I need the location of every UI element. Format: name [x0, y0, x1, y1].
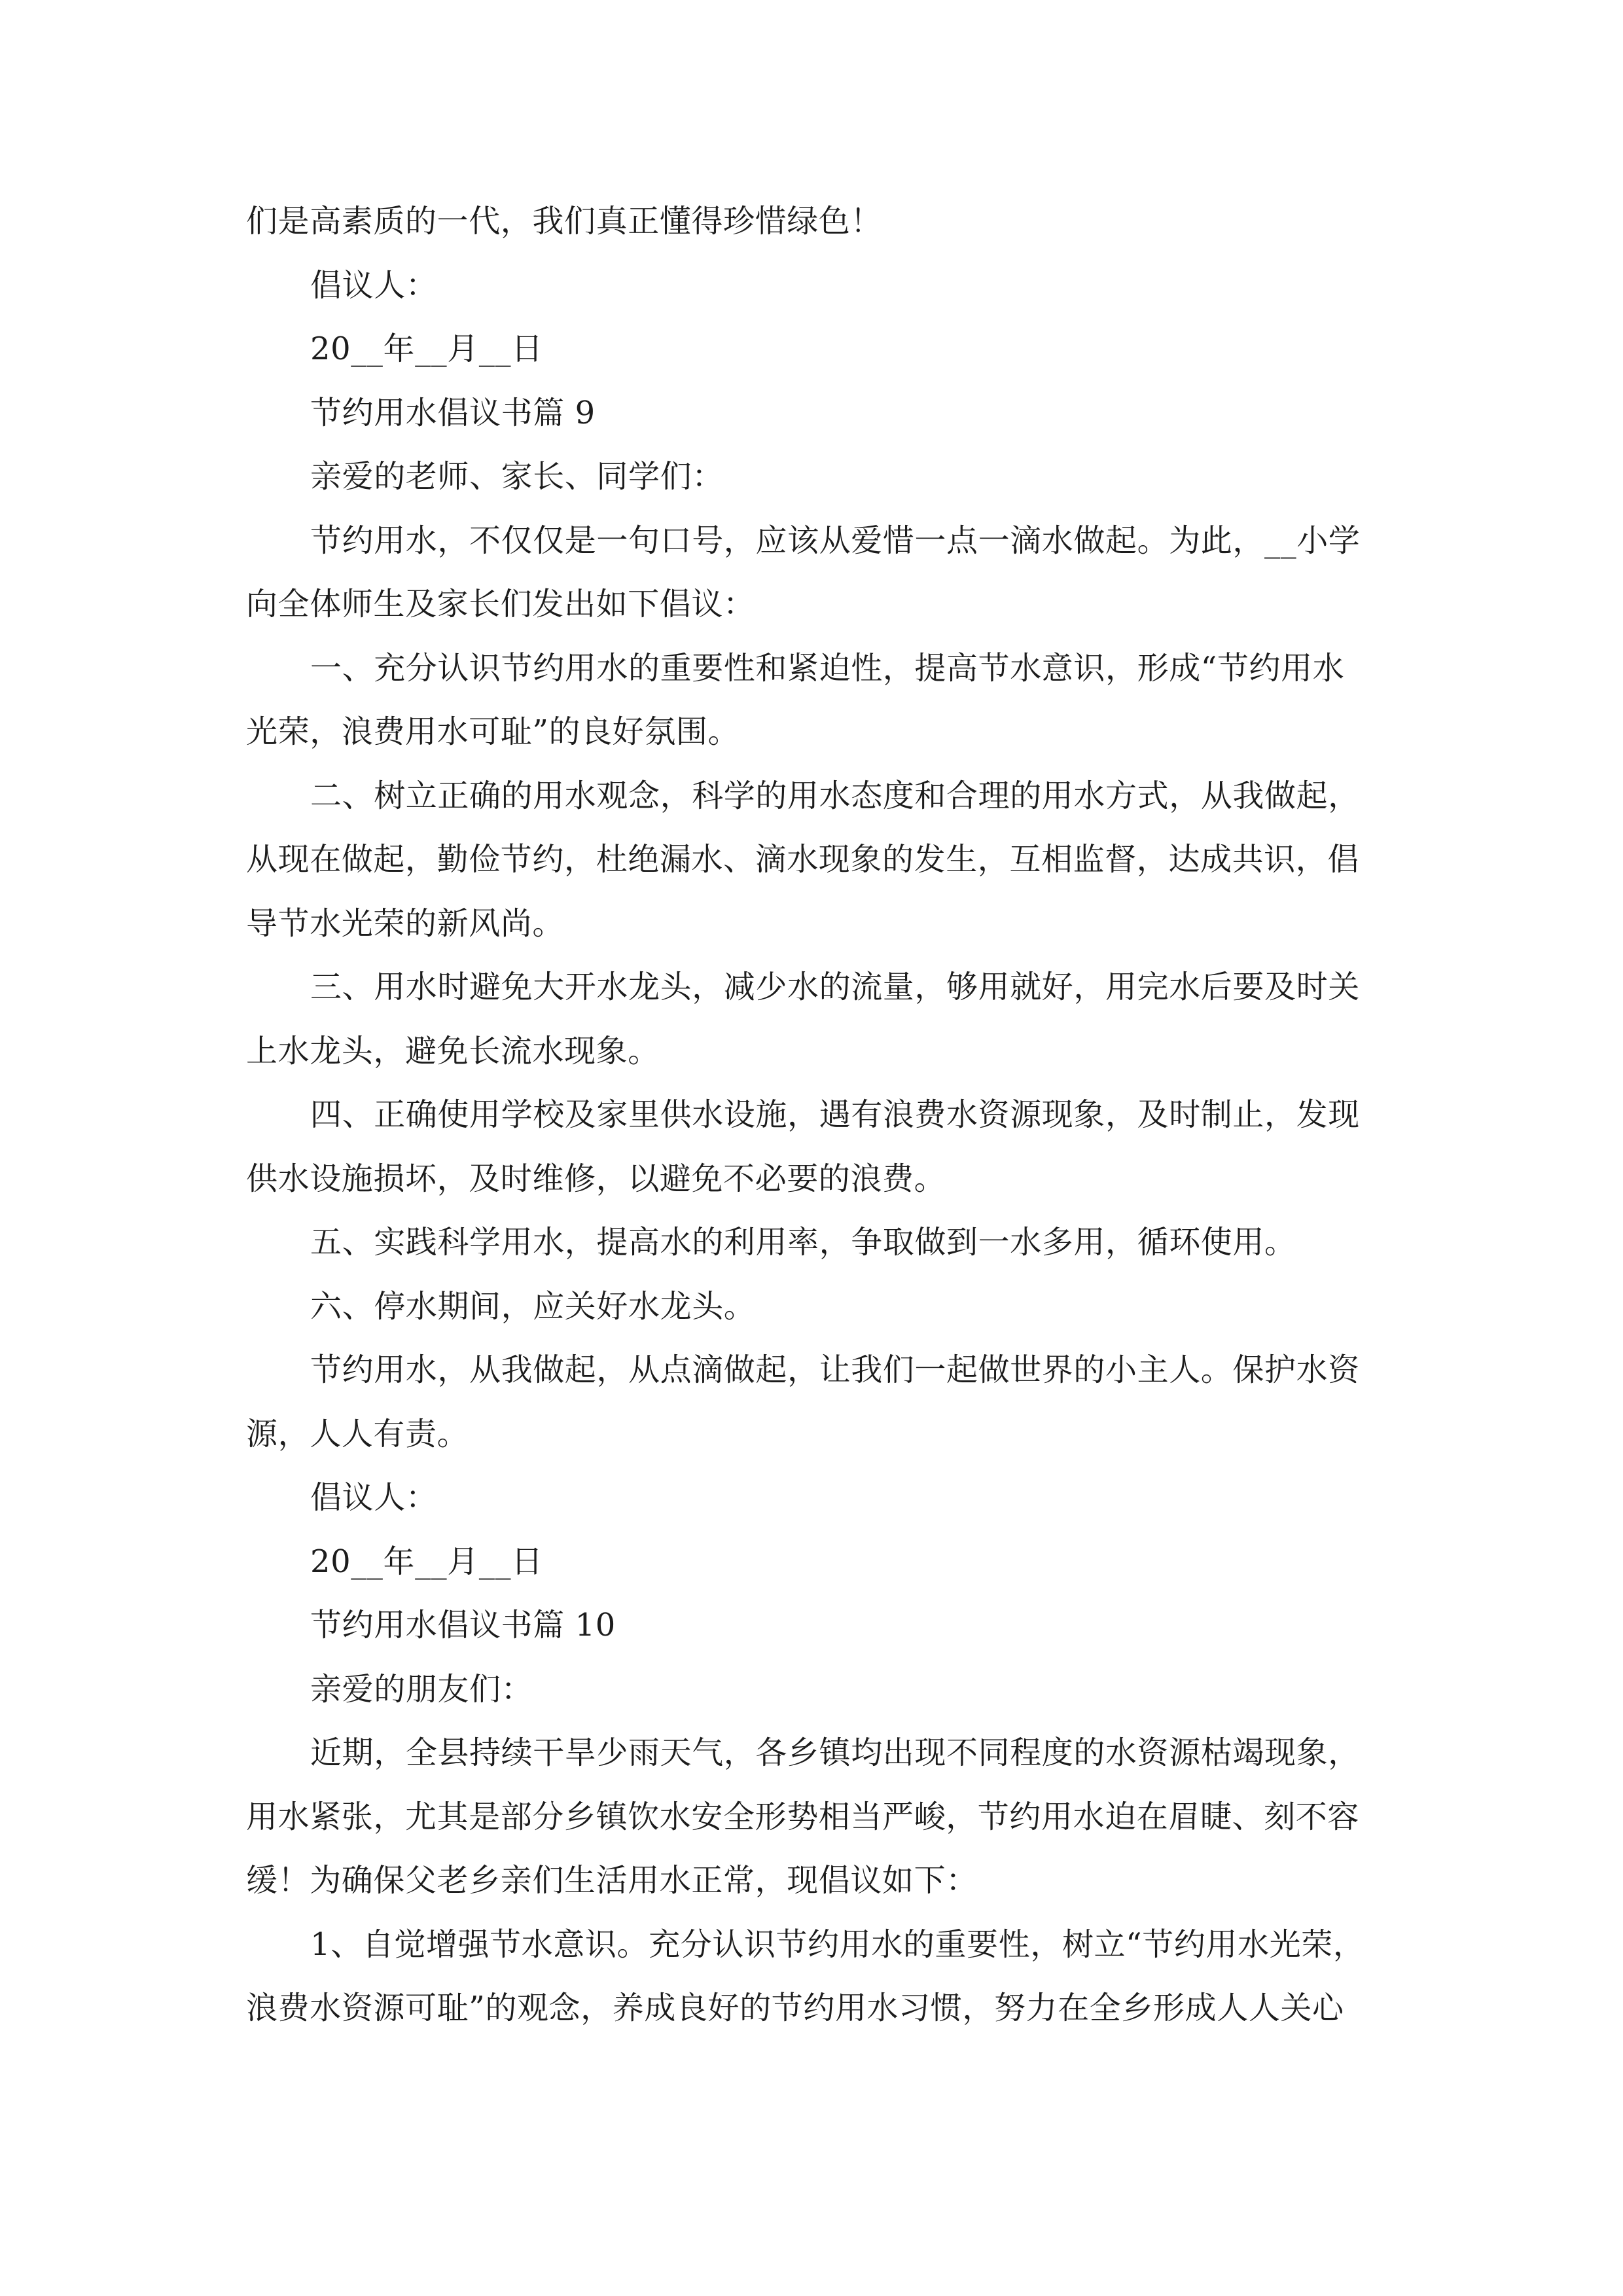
text-line: 亲爱的朋友们：	[310, 1670, 533, 1708]
text-line: 供水设施损坏，及时维修，以避免不必要的浪费。	[246, 1160, 946, 1197]
text-line: 亲爱的老师、家长、同学们：	[310, 458, 724, 495]
text-line: 一、充分认识节约用水的重要性和紧迫性，提高节水意识，形成“节约用水	[310, 649, 1345, 687]
text-line: 近期，全县持续干旱少雨天气，各乡镇均出现不同程度的水资源枯竭现象，	[310, 1734, 1360, 1771]
text-line: 三、用水时避免大开水龙头，减少水的流量，够用就好，用完水后要及时关	[310, 969, 1360, 1005]
text-line: 节约用水倡议书篇 9	[310, 394, 596, 431]
text-line: 节约用水倡议书篇 10	[310, 1607, 616, 1643]
text-line: 源，人人有责。	[246, 1415, 469, 1452]
text-line: 倡议人：	[310, 1479, 438, 1516]
document-body	[246, 190, 1382, 2041]
text-line: 节约用水，从我做起，从点滴做起，让我们一起做世界的小主人。保护水资	[310, 1352, 1360, 1388]
text-line: 从现在做起，勤俭节约，杜绝漏水、滴水现象的发生，互相监督，达成共识，倡	[246, 841, 1360, 878]
text-line: 缓！为确保父老乡亲们生活用水正常，现倡议如下：	[246, 1862, 978, 1899]
text-line: 20__年__月__日	[310, 331, 543, 367]
text-line: 上水龙头，避免长流水现象。	[246, 1032, 660, 1069]
text-line: 20__年__月__日	[310, 1543, 543, 1580]
text-line: 用水紧张，尤其是部分乡镇饮水安全形势相当严峻，节约用水迫在眉睫、刻不容	[246, 1798, 1360, 1835]
text-line: 光荣，浪费用水可耻”的良好氛围。	[246, 713, 740, 750]
text-line: 导节水光荣的新风尚。	[246, 905, 565, 942]
text-line: 们是高素质的一代，我们真正懂得珍惜绿色！	[246, 203, 883, 240]
text-line: 四、正确使用学校及家里供水设施，遇有浪费水资源现象，及时制止，发现	[310, 1096, 1360, 1133]
text-line: 五、实践科学用水，提高水的利用率，争取做到一水多用，循环使用。	[310, 1224, 1296, 1261]
text-line: 向全体师生及家长们发出如下倡议：	[246, 586, 755, 622]
text-line: 浪费水资源可耻”的观念，养成良好的节约用水习惯，努力在全乡形成人人关心	[246, 1990, 1344, 2026]
text-line: 倡议人：	[310, 266, 438, 304]
text-line: 节约用水，不仅仅是一句口号，应该从爱惜一点一滴水做起。为此，__小学	[310, 522, 1361, 559]
text-line: 二、树立正确的用水观念，科学的用水态度和合理的用水方式，从我做起，	[310, 777, 1360, 814]
text-line: 六、停水期间，应关好水龙头。	[310, 1287, 756, 1325]
text-line: 1、自觉增强节水意识。充分认识节约用水的重要性，树立“节约用水光荣，	[310, 1926, 1365, 1963]
